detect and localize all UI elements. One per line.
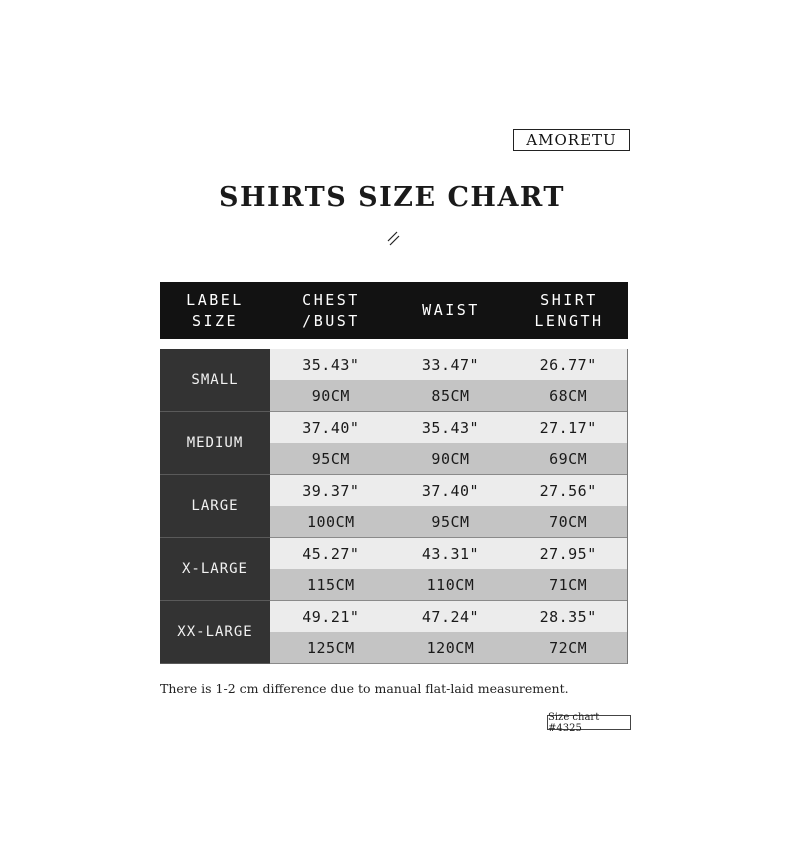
chest-cm: 90CM [311,386,350,405]
chest-cm: 95CM [311,449,350,468]
measurement-note: There is 1-2 cm difference due to manual flat-laid measurement. [160,681,569,696]
waist-inches: 47.24" [421,607,480,626]
slash-ornament-icon [386,230,400,246]
chest-cm: 125CM [307,638,355,657]
table-row [160,538,628,601]
waist-inches: 35.43" [421,418,480,437]
length-inches: 27.56" [539,481,597,500]
waist-inches: 43.31" [421,544,480,563]
chest-inches: 39.37" [302,481,360,500]
length-cm: 68CM [549,386,588,405]
chest-inches: 45.27" [302,544,360,563]
size-label: SMALL [160,349,270,412]
table-row [160,601,628,664]
length-cm: 71CM [549,575,588,594]
length-cm: 69CM [549,449,588,468]
length-inches: 27.95" [539,544,597,563]
chart-code-badge: Size chart #4325 [547,715,631,730]
waist-cm: 120CM [426,638,475,657]
size-label: X-LARGE [160,538,270,601]
header-waist: WAIST [422,301,480,319]
waist-cm: 85CM [431,386,470,405]
size-label: XX-LARGE [160,601,270,664]
size-chart-table [160,282,628,664]
table-header [160,282,628,339]
table-row [160,412,628,475]
size-label: MEDIUM [160,412,270,475]
waist-inches: 33.47" [421,355,480,374]
size-label: LARGE [160,475,270,538]
page-title: SHIRTS SIZE CHART [219,182,565,213]
chest-cm: 100CM [307,512,355,531]
header-chest-bust: CHEST /BUST [302,290,360,330]
chest-cm: 115CM [307,575,355,594]
length-inches: 27.17" [539,418,597,437]
waist-cm: 95CM [431,512,470,531]
header-label-size: LABEL SIZE [186,290,244,330]
length-inches: 26.77" [539,355,597,374]
length-cm: 70CM [549,512,588,531]
waist-cm: 110CM [426,575,475,594]
header-shirt-length: SHIRT LENGTH [534,290,604,330]
table-row [160,475,628,538]
chest-inches: 49.21" [302,607,360,626]
chest-inches: 35.43" [302,355,360,374]
waist-cm: 90CM [431,449,470,468]
table-row [160,349,628,412]
length-inches: 28.35" [539,607,597,626]
waist-inches: 37.40" [421,481,480,500]
length-cm: 72CM [549,638,588,657]
chest-inches: 37.40" [302,418,360,437]
brand-logo: AMORETU [513,129,630,151]
